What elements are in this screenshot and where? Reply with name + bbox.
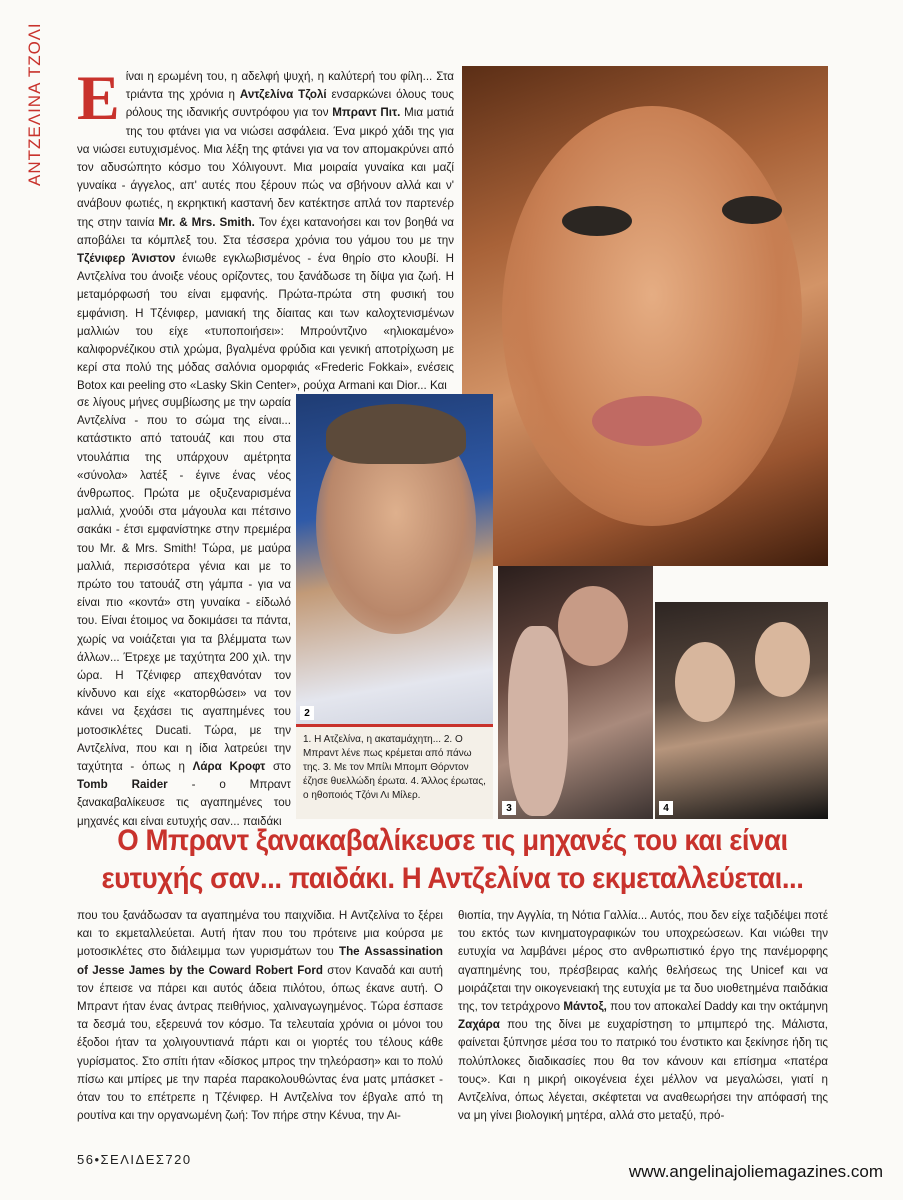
bottom-right-name-zahara: Ζαχάρα — [458, 1018, 500, 1032]
bottom-right-text-1: θιοπία, την Αγγλία, τη Νότια Γαλλία... Αυτός, που δεν είχε ταξιδέψει ποτέ του εκτός των κινηματογραφικών του υποχρεώσεων. Και νιώθει την ευτυχία να λαμβάνει μέρος στο ανθρωπιστικό έργο της πανέμορφης αγαπημένης του, πρέσβειρας καλής θελήσεως της Unicef και να μοιράζεται την οικογενειακή της ευτυχία με τα δυο υιοθετημένα παιδάκια της, τον τετράχρονο — [458, 909, 828, 1014]
bottom-left-film: The Assassination of Jesse James by the Coward Robert Ford — [77, 945, 444, 977]
intro-text-3: Μια ματιά της του φτάνει για να νιώσει ασφάλεια. Ένα μικρό χάδι της για να νιώσει ευτυχισμένος. Μια λέξη της φτάνει για να τον απομακρύνει από τον αδυσώπητο κόσμο του Χόλιγουντ. Μια μοιραία γυναίκα και μαζί γυναίκα - άγγελος, απ' αυτές που ξέρουν πώς να σβήνουν αλλά και ν' ανάβουν φωτιές, η εκρηκτική καστανή δεν κατέκτησε απλά τον παρτενέρ της στην ταινία — [77, 106, 454, 229]
photo-caption: 1. Η Ατζελίνα, η ακαταμάχητη... 2. Ο Μπραντ λένε πως κρέμεται από πάνω της. 3. Με τον Μπίλι Μπομπ Θόρντον έζησε θυελλώδη έρωτα. 4. Άλλος έρωτας, ο ηθοποιός Τζόνι Λι Μίλερ. — [296, 724, 493, 819]
intro-text-4: Τον έχει κατανοήσει και τον βοηθά να αποβάλει τα κόμπλεξ του. Στα τέσσερα χρόνια του γάμου του με την — [77, 215, 454, 247]
page-number: 56•ΣΕΛΙΔΕΣ720 — [77, 1152, 192, 1167]
photo-number-4: 4 — [659, 801, 673, 815]
bottom-right-name-maddox: Μάντοξ, — [563, 1000, 607, 1014]
photo-jonny-lee-miller — [655, 602, 828, 819]
narrow-text-3: - ο Μπραντ ξανακαβαλίκευσε τις αγαπημένες του μηχανές και είναι ευτυχής σαν... παιδάκι — [77, 778, 291, 828]
photo-number-2: 2 — [300, 706, 314, 720]
bottom-left-text-2: στον Καναδά και αυτή τον έπεισε να πάρει και αυτός άδεια πιλότου, όπως έκανε αυτή. Ο Μπραντ ήταν ένας άντρας πειθήνιος, χαλιναγωγημένος. Τώρα έσπασε τα δεσμά του, εξερευνά τον κόσμο. Τα τελευταία χρόνια οι μόνοι του έξοδοι ήταν τα χολιγουντιανά πάρτι και οι γιορτές του τέλους κάθε γυρίσματος. Στο σπίτι ήταν «δίσκος μπρος την τηλεόραση» και το πολύ πίσω και μπίρες με την παρέα παρακολουθώντας ένα ματς μπάσκετ - όταν του το επέτρεπε η Τζένιφερ. Η Αντζελίνα τον έβγαλε από τη ρουτίνα και την οργανωμένη ζωή: Τον πήρε στην Κένυα, την Αι- — [77, 963, 444, 1123]
pull-quote-line-2: ευτυχής σαν... παιδάκι. Η Αντζελίνα το εκμεταλλεύεται... — [101, 862, 804, 895]
website-watermark: www.angelinajoliemagazines.com — [628, 1162, 883, 1181]
drop-cap: Ε — [77, 62, 120, 133]
narrow-film: Tomb Raider — [77, 778, 168, 792]
narrow-name-lara: Λάρα Κροφτ — [192, 760, 266, 774]
pull-quote — [87, 822, 818, 898]
intro-text-5: ένιωθε εγκλωβισμένος - ένα θηρίο στο κλουβί. Η Αντζελίνα του άνοιξε νέους ορίζοντες, του ξανάδωσε τη δίψα για ζωή. Η μεταμόρφωσή του είναι εμφανής. Πρώτα-πρώτα στη φυσική του εμφάνιση. Η Τζένιφερ, μανιακή της δίαιτας και των καλοχτενισμένων μαλλιών του είχε «τυποποιήσει»: Μπρούντζινο «ηλιοκαμένο» καλιφορνέζικου στιλ χρώμα, βγαλμένα φρύδια και γενική αποτρίχωση με κερί στα πολύ της μόδας σαλόνια ομορφιάς «Frederic Fokkai», ενέσεις Botox και peeling στο «Lasky Skin Center», ρούχα Armani και Dior... Και — [77, 252, 454, 393]
intro-name-jennifer: Τζένιφερ Άνιστον — [77, 252, 176, 266]
intro-text-2: ενσαρκώνει όλους τους ρόλους της ιδανικής συντρόφου για τον — [125, 88, 454, 120]
narrow-column-text — [77, 394, 291, 831]
photo-angelina-portrait — [462, 66, 828, 566]
narrow-text-2: στο — [265, 760, 291, 774]
bottom-right-text-3: που της δίνει με ευχαρίστηση το μπιμπερό της. Μάλιστα, φαίνεται ξύπνησε μέσα του το πατρικό του ένστικτο και ξεκίνησε ήδη τις πολύπλοκες διαδικασίες που θα τον κάνουν και επίσημα «πατέρα τους». Και η μικρή οικογένεια έχει μέλλον να μεγαλώσει, γιατί η Αντζελίνα, όπως λέγεται, σκέφτεται να αναθεωρήσει την απόφασή της να μη γίνει βιολογική μητέρα, αλλά στο μεταξύ, πρό- — [458, 1018, 828, 1123]
intro-text-1: ίναι η ερωμένη του, η αδελφή ψυχή, η καλύτερή του φίλη... Στα τριάντα της χρόνια η — [125, 70, 454, 102]
photo-number-3: 3 — [502, 801, 516, 815]
intro-name-brad: Μπραντ Πιτ. — [332, 106, 401, 120]
photo-brad-pitt — [296, 394, 493, 724]
intro-paragraph — [77, 62, 454, 396]
pull-quote-line-1: Ο Μπραντ ξανακαβαλίκευσε τις μηχανές του και είναι — [117, 824, 788, 857]
intro-film: Mr. & Mrs. Smith. — [158, 215, 255, 229]
bottom-right-text-2: που τον αποκαλεί Daddy και την οκτάμηνη — [606, 1000, 828, 1014]
intro-name-angelina: Αντζελίνα Τζολί — [239, 88, 327, 102]
narrow-text-1: σε λίγους μήνες συμβίωσης με την ωραία Αντζελίνα - που το σώμα της είναι... κατάστικτο από τατουάζ και που στα ντουλάπια της υπάρχουν αμέτρητα «σύνολα» λατέξ - έγινε ένας νέος άνθρωπος. Πρώτα με οξυζεναρισμένα μαλλιά, χνούδι στα μάγουλα και πέτσινο σακάκι - έτσι εμφανίστηκε στην πρεμιέρα του Mr. & Mrs. Smith! Τώρα, με μαύρα μαλλιά, περισσότερα γένια και με το πρώτο του τατουάζ στη γάμπα - για να είναι πιο «κοντά» στη γυναίκα - είδωλό του. Είναι έτοιμος να δοκιμάσει τα πάντα, χωρίς να νοιάζεται για τα βλέμματα των άλλων... Έτρεχε με ταχύτητα 200 χιλ. την ώρα. Η Τζένιφερ απεχθανόταν τον κίνδυνο και είχε «κατορθώσει» να τον κάνει να ξεχάσει τις αγαπημένες του μοτοσικλέτες Ducati. Τώρα, με την Αντζελίνα, που και η ίδια λατρεύει την ταχύτητα - όπως η — [77, 396, 291, 774]
bottom-right-column — [458, 907, 828, 1125]
bottom-left-column — [77, 907, 443, 1125]
photo-billy-bob-kiss — [498, 566, 653, 819]
section-label: ΑΝΤΖΕΛΙΝΑ ΤΖΟΛΙ — [25, 22, 44, 186]
bottom-left-text-1: που του ξανάδωσαν τα αγαπημένα του παιχνίδια. Η Αντζελίνα το ξέρει και το εκμεταλλεύεται. Αυτή ήταν που του πρότεινε μια κούρσα με μοτοσικλέτες στο διάλειμμα των γυρισμάτων του — [77, 909, 443, 959]
